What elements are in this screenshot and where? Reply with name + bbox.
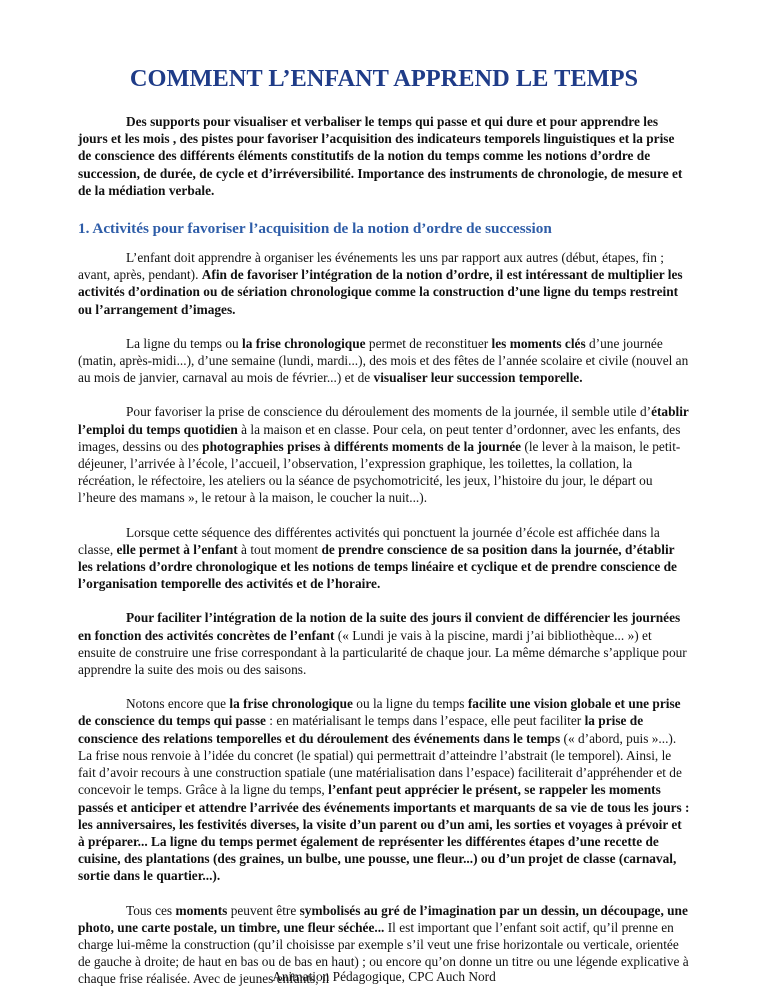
bold-text-run: elle permet à l’enfant <box>116 541 238 557</box>
bold-text-run: Afin de favoriser l’intégration de la notion d’ordre, il est intéressant de multiplier les activités d’ordination ou de sériation chronologique comme la construction d’une ligne du temps restreint ou l’arrangement d’images. <box>78 267 683 317</box>
bold-text-run: la frise chronologique <box>242 335 366 351</box>
paragraph <box>78 524 690 593</box>
text-run: L’enfant doit apprendre à organiser les événements les uns par rapport aux autres (début, étapes, fin ; avant, après, pendant). <box>78 250 665 283</box>
text-run: d’une journée (matin, après-midi...), d’une semaine (lundi, mardi...), des mois et des fêtes de l’année scolaire et civile (nouvel an au mois de janvier, carnaval au mois de février...) et de <box>78 335 689 386</box>
bold-text-run: les moments clés <box>491 335 586 351</box>
bold-text-run: la prise de conscience des relations temporelles et du déroulement des événements dans le temps <box>78 713 644 746</box>
text-run: Notons encore que <box>126 696 230 712</box>
bold-text-run: photographies prises à différents moments de la journée <box>202 438 522 454</box>
text-run: Pour favoriser la prise de conscience du déroulement des moments de la journée, il semble utile d’ <box>126 404 652 420</box>
bold-text-run: visualiser leur succession temporelle. <box>373 370 583 386</box>
paragraph <box>78 249 690 318</box>
document-page <box>78 0 690 988</box>
text-run: Tous ces <box>126 902 176 918</box>
text-run: ou la ligne du temps <box>352 696 468 712</box>
section-heading-1: 1. Activités pour favoriser l’acquisition de la notion d’ordre de succession <box>78 220 552 238</box>
text-run: La ligne du temps ou <box>126 335 242 351</box>
text-run: (« Lundi je vais à la piscine, mardi j’ai bibliothèque... ») et ensuite de construire une frise correspondant à la particularité de chaque jour. La même démarche s’applique pour apprendre la suite des mois ou des saisons. <box>78 627 687 678</box>
paragraph <box>78 403 690 506</box>
text-run: (« d’abord, puis »...). La frise nous renvoie à l’idée du concret (le spatial) qui permettrait d’atteindre l’abstrait (le temporel). Ainsi, le fait d’avoir recours à une construction spatiale (une matérialisation dans l’espace) faciliterait d’appréhender et de concevoir le temps. Grâce à la ligne du temps, <box>78 730 682 798</box>
bold-text-run: moments <box>175 902 228 918</box>
text-run: Lorsque cette séquence des différentes activités qui ponctuent la journée d’école est affichée dans la classe, <box>78 524 660 557</box>
paragraph <box>78 335 690 387</box>
text-run: à la maison et en classe. Pour cela, on peut tenter d’ordonner, avec les enfants, des images, dessins ou des <box>78 421 681 454</box>
text-run: Il est important que l’enfant soit actif, qu’il prenne en charge lui-même la construction (qu’il choisisse par exemple s’il veut une frise horizontale ou verticale, orientée de gauche à droite; de haut en bas ou de bas en haut) ; ou encore qu’on donne un titre ou une légende explicative à chaque frise réalisée. Avec de jeunes enfants, il <box>78 919 689 987</box>
text-run: (le lever à la maison, le petit-déjeuner, l’arrivée à l’école, l’accueil, l’observation, l’expression graphique, les toilettes, la collation, la récréation, le réfectoire, les ateliers ou la séance de psychomotricité, les jeux, l’histoire du jour, le départ ou l’heure des mamans », le retour à la maison, le coucher la nuit...). <box>78 438 681 506</box>
text-run: peuvent être <box>227 902 300 918</box>
text-run: : en matérialisant le temps dans l’espace, elle peut faciliter <box>265 713 585 729</box>
bold-text-run: Pour faciliter l’intégration de la notion de la suite des jours il convient de différencier les journées en fonction des activités concrètes de l’enfant <box>78 610 681 643</box>
text-run: permet de reconstituer <box>365 335 492 351</box>
paragraph <box>78 695 690 884</box>
bold-text-run: l’enfant peut apprécier le présent, se rappeler les moments passés et anticiper et attendre l’arrivée des événements importants et marquants de sa vie de tous les jours : les anniversaires, les festivités diverses, la visite d’un parent ou d’un ami, les sorties et voyages à prévoir et à préparer... La ligne du temps permet également de représenter les différentes étapes d’une recette de cuisine, des plantations (des graines, un bulbe, une pousse, une fleur...) ou d’un projet de classe (carnaval, sortie dans le quartier...). <box>78 782 690 884</box>
intro-paragraph: Des supports pour visualiser et verbaliser le temps qui passe et qui dure et pour apprendre les jours et les mois , des pistes pour favoriser l’acquisition des indicateurs temporels linguistiques et la prise de conscience des différents éléments constitutifs de la notion du temps comme les notions d’ordre de succession, de durée, de cycle et d’irréversibilité. Importance des instruments de chronologie, de mesure et de la médiation verbale. <box>78 114 683 198</box>
page-footer: Animation Pédagogique, CPC Auch Nord <box>272 969 496 984</box>
bold-text-run: de prendre conscience de sa position dans la journée, d’établir les relations d’ordre chronologique et les notions de temps linéaire et cyclique et de prendre conscience de l’organisation temporelle des activités et de l’horaire. <box>78 541 677 592</box>
text-run: à tout moment <box>237 541 322 557</box>
paragraph <box>78 609 690 678</box>
bold-text-run: la frise chronologique <box>229 696 353 712</box>
bold-text-run: facilite une vision globale et une prise de conscience du temps qui passe <box>78 696 681 729</box>
bold-text-run: symbolisés au gré de l’imagination par un dessin, un découpage, une photo, une carte postale, un timbre, une fleur séchée... <box>78 902 688 935</box>
page-title: COMMENT L’ENFANT APPREND LE TEMPS <box>129 65 639 92</box>
bold-text-run: établir l’emploi du temps quotidien <box>78 404 689 437</box>
